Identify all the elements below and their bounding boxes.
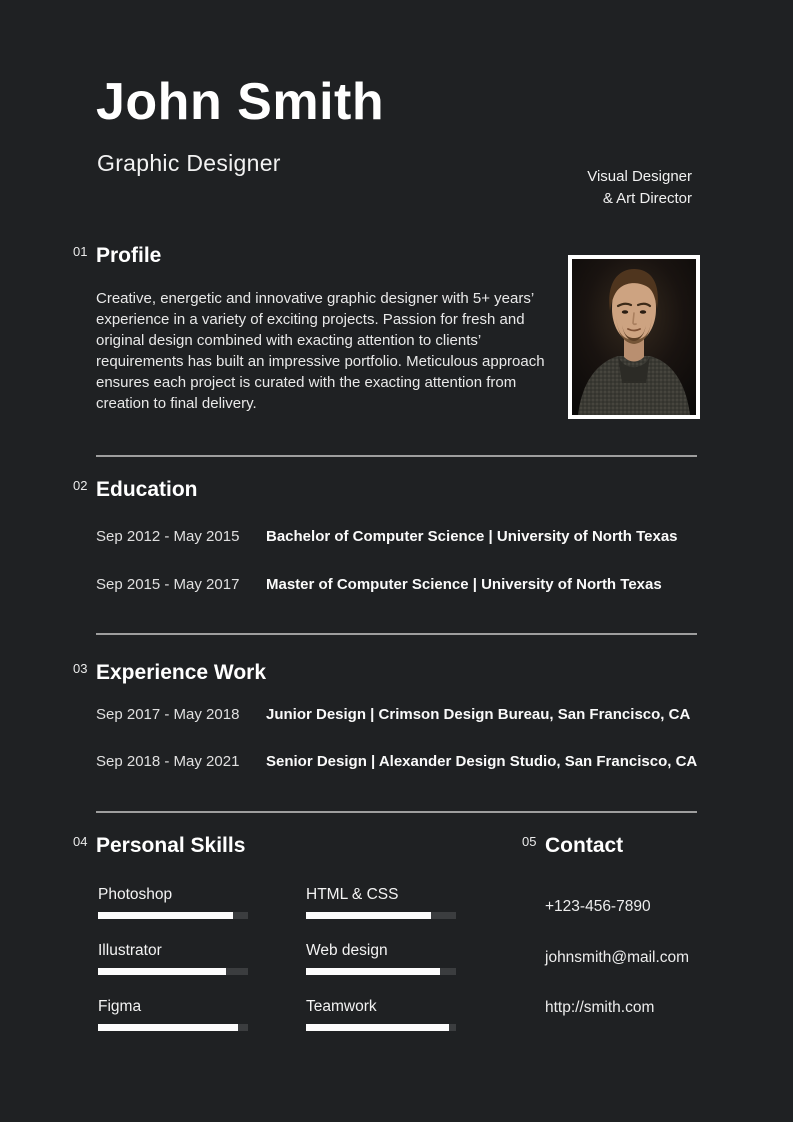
profile-section-number: 01 (73, 244, 88, 259)
tagline-line-2: & Art Director (602, 189, 692, 207)
experience-heading-label: Experience Work (96, 661, 267, 684)
section-divider (96, 633, 697, 635)
person-job-title: Graphic Designer (97, 150, 281, 176)
skill-bar-track (306, 912, 456, 919)
profile-photo (568, 255, 700, 419)
education-dates: Sep 2015 - May 2017 (96, 576, 240, 593)
experience-row (96, 753, 697, 770)
contact-section-heading (522, 833, 624, 859)
contact-website: http://smith.com (545, 999, 655, 1016)
skill-label: Teamwork (306, 998, 377, 1015)
tagline-line-1: Visual Designer (587, 168, 692, 185)
skill-bar-fill (98, 912, 233, 919)
tagline (587, 166, 692, 209)
profile-summary-text: Creative, energetic and innovative graphic designer with 5+ years’ experience in a variety of exciting projects. Passion for fresh and original design combined with exacting attention to clients’ requirements has built an impressive portfolio. Meticulous approach ensures each project is curated with the exacting attention from creation to final delivery. (96, 290, 545, 412)
education-row (96, 576, 662, 593)
section-divider (96, 811, 697, 813)
skill-bar-track (98, 1024, 248, 1031)
skills-heading-label: Personal Skills (96, 834, 246, 857)
experience-detail: Senior Design | Alexander Design Studio, San Francisco, CA (266, 753, 698, 770)
skill-bar-track (98, 968, 248, 975)
education-section-number: 02 (73, 478, 88, 493)
portrait-illustration (572, 259, 696, 415)
skill-bar-fill (306, 968, 440, 975)
person-name: John Smith (96, 73, 385, 131)
skill-label: HTML & CSS (306, 886, 399, 903)
skill-label: Figma (98, 998, 142, 1015)
skill-bar-fill (306, 1024, 449, 1031)
skills-section-number: 04 (73, 834, 88, 849)
skill-item (98, 998, 248, 1031)
profile-heading-label: Profile (96, 244, 162, 267)
skill-label: Web design (306, 942, 388, 959)
contact-section-number: 05 (522, 834, 537, 849)
skill-bar-track (306, 1024, 456, 1031)
skills-section-heading (73, 833, 246, 859)
skill-item (98, 942, 248, 975)
skills-grid (98, 886, 456, 1054)
skill-bar-track (306, 968, 456, 975)
contact-phone: +123-456-7890 (545, 898, 651, 915)
skill-label: Photoshop (98, 886, 173, 903)
experience-section-heading (73, 660, 267, 686)
education-heading-label: Education (96, 478, 198, 501)
skill-bar-fill (306, 912, 431, 919)
experience-row (96, 706, 690, 723)
experience-section-number: 03 (73, 661, 88, 676)
skill-bar-fill (98, 1024, 238, 1031)
skill-item (306, 998, 456, 1031)
education-section-heading (73, 477, 198, 503)
skill-item (98, 886, 248, 919)
education-detail: Bachelor of Computer Science | University of North Texas (266, 528, 678, 545)
section-divider (96, 455, 697, 457)
contact-heading-label: Contact (545, 834, 624, 857)
education-row (96, 528, 678, 545)
skill-item (306, 942, 456, 975)
education-detail: Master of Computer Science | University of North Texas (266, 576, 662, 593)
skill-bar-track (98, 912, 248, 919)
experience-detail: Junior Design | Crimson Design Bureau, San Francisco, CA (266, 706, 691, 723)
experience-dates: Sep 2017 - May 2018 (96, 706, 240, 723)
skill-bar-fill (98, 968, 226, 975)
experience-dates: Sep 2018 - May 2021 (96, 753, 240, 770)
skill-label: Illustrator (98, 942, 162, 959)
skill-item (306, 886, 456, 919)
education-dates: Sep 2012 - May 2015 (96, 528, 240, 545)
profile-section-heading (73, 243, 162, 269)
contact-list (545, 898, 689, 1050)
contact-email: johnsmith@mail.com (545, 948, 690, 966)
